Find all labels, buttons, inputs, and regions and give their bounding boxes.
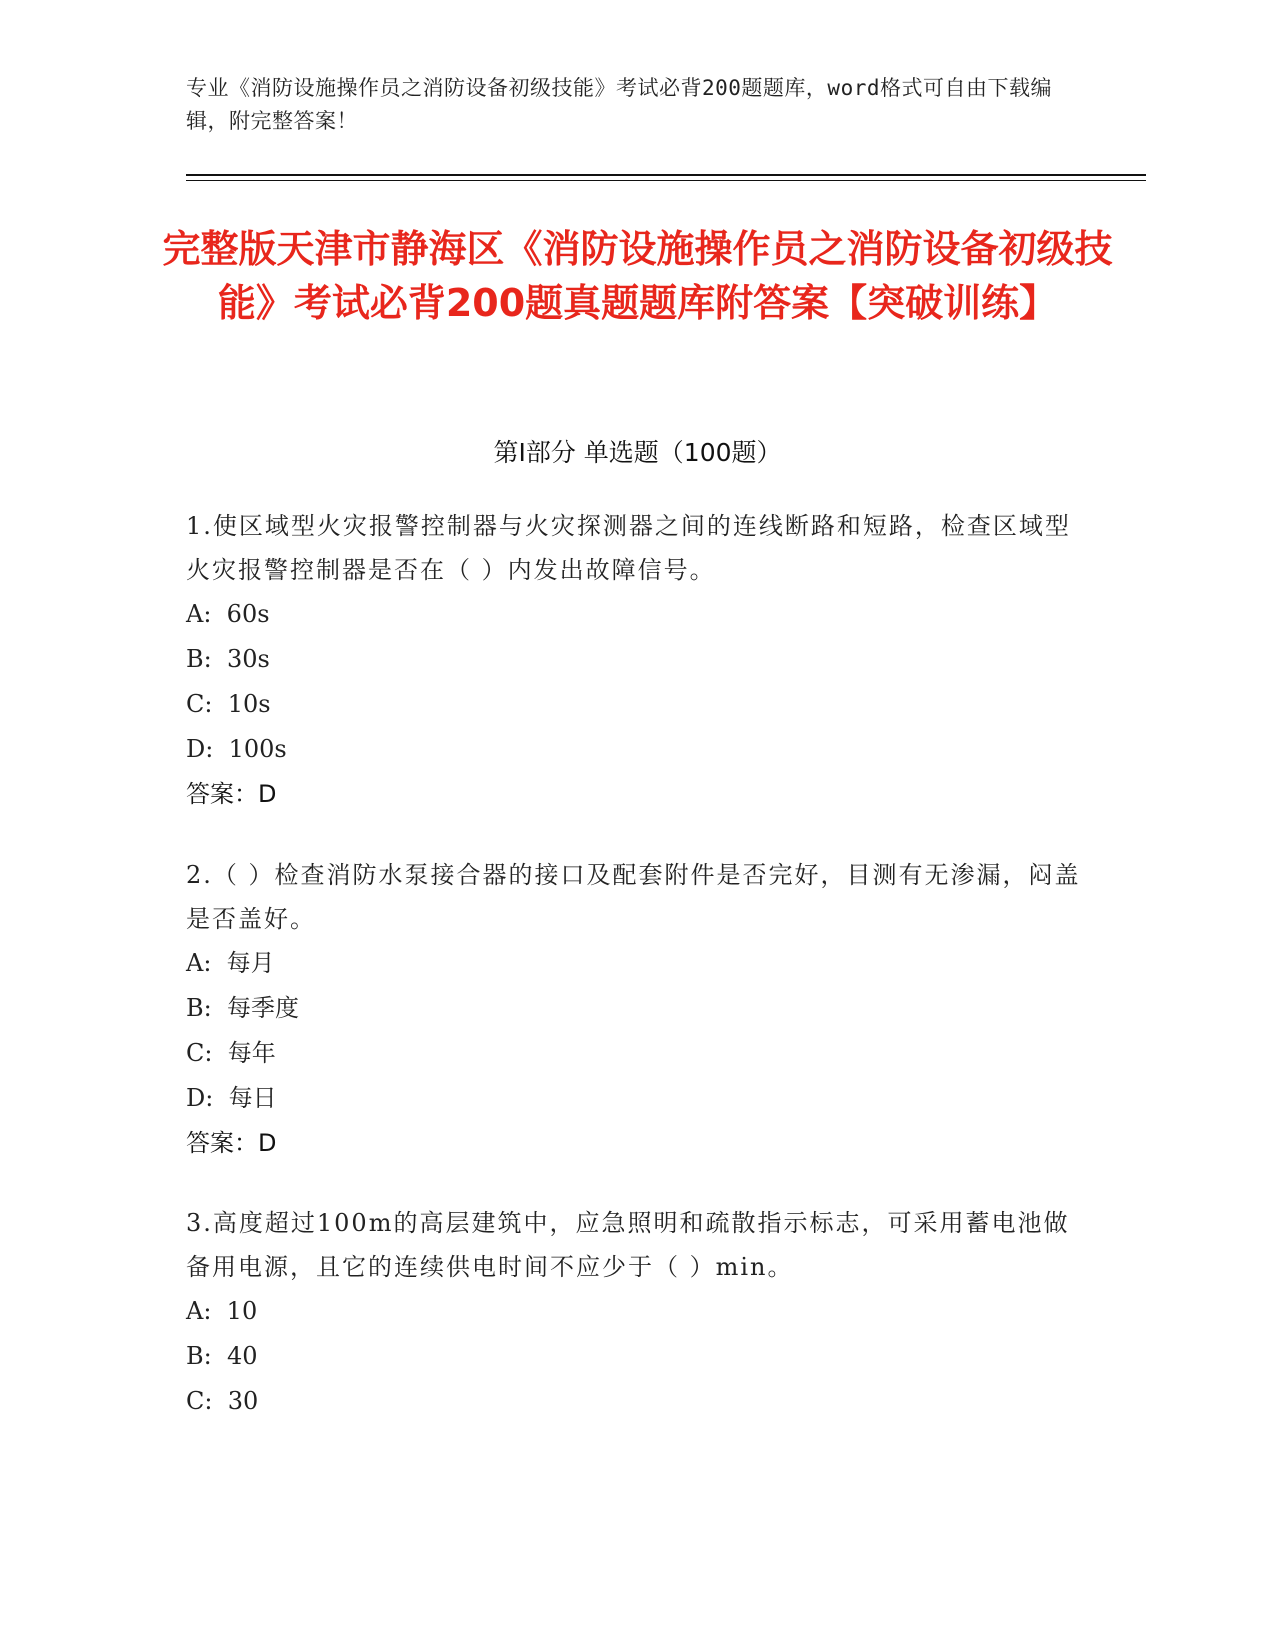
option-c: C: 10s xyxy=(186,690,271,718)
option-d: D: 100s xyxy=(186,735,287,763)
answer-text: 答案：D xyxy=(186,1129,277,1157)
option-a: A: 10 xyxy=(186,1297,258,1325)
option-c: C: 30 xyxy=(186,1387,259,1415)
option-b: B: 30s xyxy=(186,645,270,673)
question-text: 2.（ ）检查消防水泵接合器的接口及配套附件是否完好，目测有无渗漏，闷盖是否盖好。 xyxy=(186,861,1081,933)
question-text: 3.高度超过100m的高层建筑中，应急照明和疏散指示标志，可采用蓄电池做备用电源，且它的连续供电时间不应少于（ ）min。 xyxy=(186,1209,1070,1281)
question-text: 1.使区域型火灾报警控制器与火灾探测器之间的连线断路和短路，检查区域型火灾报警控制器是否在（ ）内发出故障信号。 xyxy=(186,512,1071,584)
question-1 xyxy=(186,504,1086,817)
header-note: 专业《消防设施操作员之消防设备初级技能》考试必背200题题库，word格式可自由下载编辑，附完整答案！ xyxy=(186,76,1052,133)
header-divider-thick xyxy=(186,174,1146,176)
option-a: A: 60s xyxy=(186,600,270,628)
header-divider-thin xyxy=(186,180,1146,181)
section-heading: 第I部分 单选题（100题） xyxy=(493,438,782,467)
question-3 xyxy=(186,1201,1086,1424)
option-c: C: 每年 xyxy=(186,1039,276,1067)
option-d: D: 每日 xyxy=(186,1084,277,1112)
answer-text: 答案：D xyxy=(186,780,277,808)
option-b: B: 每季度 xyxy=(186,994,299,1022)
option-a: A: 每月 xyxy=(186,949,275,977)
document-title: 完整版天津市静海区《消防设施操作员之消防设备初级技能》考试必背200题真题题库附答案【突破训练】 xyxy=(162,227,1113,325)
question-2 xyxy=(186,853,1086,1166)
option-b: B: 40 xyxy=(186,1342,258,1370)
